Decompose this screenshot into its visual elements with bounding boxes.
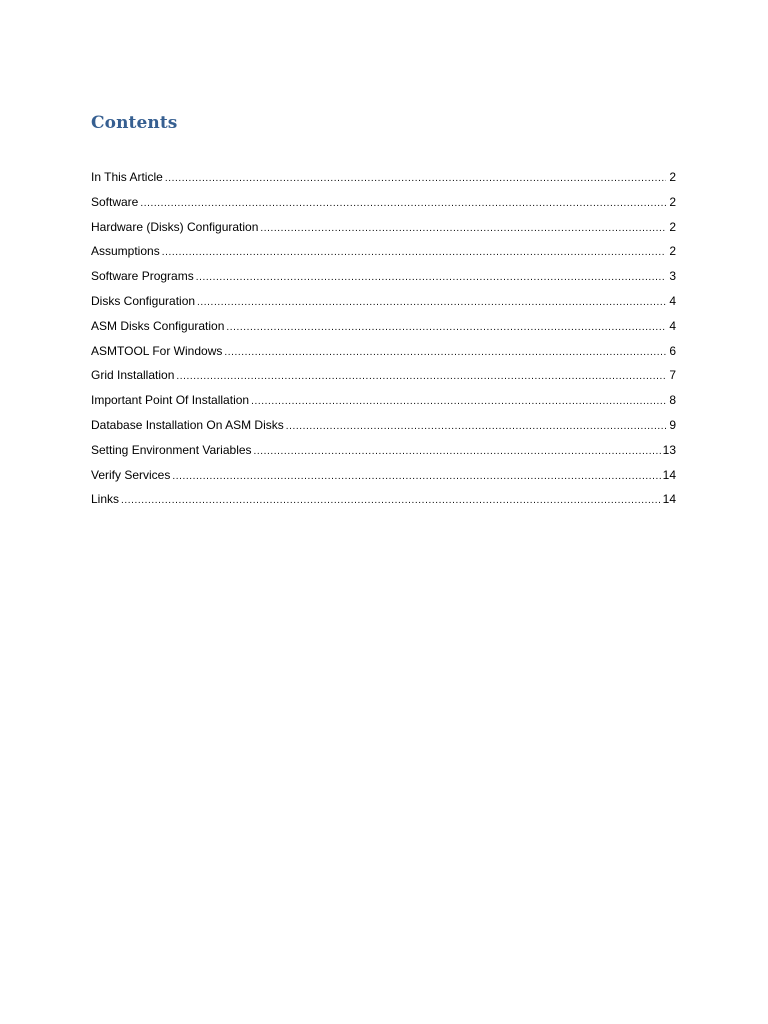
toc-entry-in-this-article[interactable]	[91, 167, 676, 192]
toc-entry-label[interactable]: Software	[91, 194, 139, 209]
toc-entry-label[interactable]: Grid Installation	[91, 368, 175, 383]
dot-leader	[176, 367, 666, 387]
dot-leader	[196, 268, 666, 288]
toc-entry-label[interactable]: Hardware (Disks) Configuration	[91, 219, 259, 234]
toc-page-number[interactable]: 2	[669, 170, 676, 184]
toc-entry-asm-disks-configuration[interactable]	[91, 316, 676, 341]
toc-page-number[interactable]: 9	[669, 417, 676, 432]
toc-entry-label[interactable]: Disks Configuration	[91, 293, 196, 308]
toc-page-number[interactable]: 4	[669, 293, 676, 308]
toc-entry-setting-environment-variables[interactable]	[91, 440, 676, 465]
dot-leader	[162, 243, 666, 263]
dot-leader	[260, 219, 666, 239]
toc-entry-asmtool-for-windows[interactable]	[91, 341, 676, 366]
toc-entry-label[interactable]: Assumptions	[91, 244, 160, 259]
toc-entry-label[interactable]: In This Article	[91, 170, 163, 184]
toc-page-number[interactable]: 2	[669, 194, 676, 209]
toc-entry-disks-configuration[interactable]	[91, 291, 676, 316]
toc-page-number[interactable]: 3	[669, 269, 676, 284]
toc-entry-label[interactable]: Database Installation On ASM Disks	[91, 417, 284, 432]
dot-leader	[165, 169, 666, 189]
toc-entry-software-programs[interactable]	[91, 266, 676, 291]
toc-entry-label[interactable]: ASMTOOL For Windows	[91, 343, 223, 358]
toc-page-number[interactable]: 8	[669, 393, 676, 408]
toc-entry-verify-services[interactable]	[91, 465, 676, 490]
toc-entry-links[interactable]	[91, 489, 676, 514]
toc-entry-software[interactable]	[91, 192, 676, 217]
dot-leader	[251, 392, 666, 412]
toc-page-number[interactable]: 2	[669, 219, 676, 234]
toc-entry-grid-installation[interactable]	[91, 365, 676, 390]
dot-leader	[286, 417, 666, 437]
dot-leader	[254, 442, 661, 462]
toc-page-number[interactable]: 4	[669, 318, 676, 333]
toc-page-number[interactable]: 6	[669, 343, 676, 358]
toc-entry-label[interactable]: Links	[91, 492, 120, 507]
toc-page-number[interactable]: 2	[669, 244, 676, 259]
table-of-contents	[91, 167, 676, 514]
toc-page-number[interactable]: 13	[662, 442, 676, 457]
dot-leader	[197, 293, 666, 313]
toc-page-number[interactable]: 14	[662, 467, 676, 482]
dot-leader	[224, 343, 666, 363]
toc-entry-label[interactable]: Important Point Of Installation	[91, 393, 250, 408]
toc-entry-label[interactable]: Verify Services	[91, 467, 171, 482]
toc-entry-hardware-disks-configuration[interactable]	[91, 217, 676, 242]
toc-entry-assumptions[interactable]	[91, 241, 676, 266]
toc-heading: Contents	[91, 113, 178, 133]
toc-entry-label[interactable]: Software Programs	[91, 269, 194, 284]
toc-entry-database-installation-on-asm-disks[interactable]	[91, 415, 676, 440]
dot-leader	[226, 318, 666, 338]
dot-leader	[121, 491, 661, 511]
dot-leader	[140, 194, 666, 214]
dot-leader	[172, 467, 660, 487]
toc-entry-label[interactable]: ASM Disks Configuration	[91, 318, 225, 333]
toc-page-number[interactable]: 7	[669, 368, 676, 383]
toc-entry-important-point-of-installation[interactable]	[91, 390, 676, 415]
toc-page-number[interactable]: 14	[662, 492, 676, 507]
toc-entry-label[interactable]: Setting Environment Variables	[91, 442, 252, 457]
